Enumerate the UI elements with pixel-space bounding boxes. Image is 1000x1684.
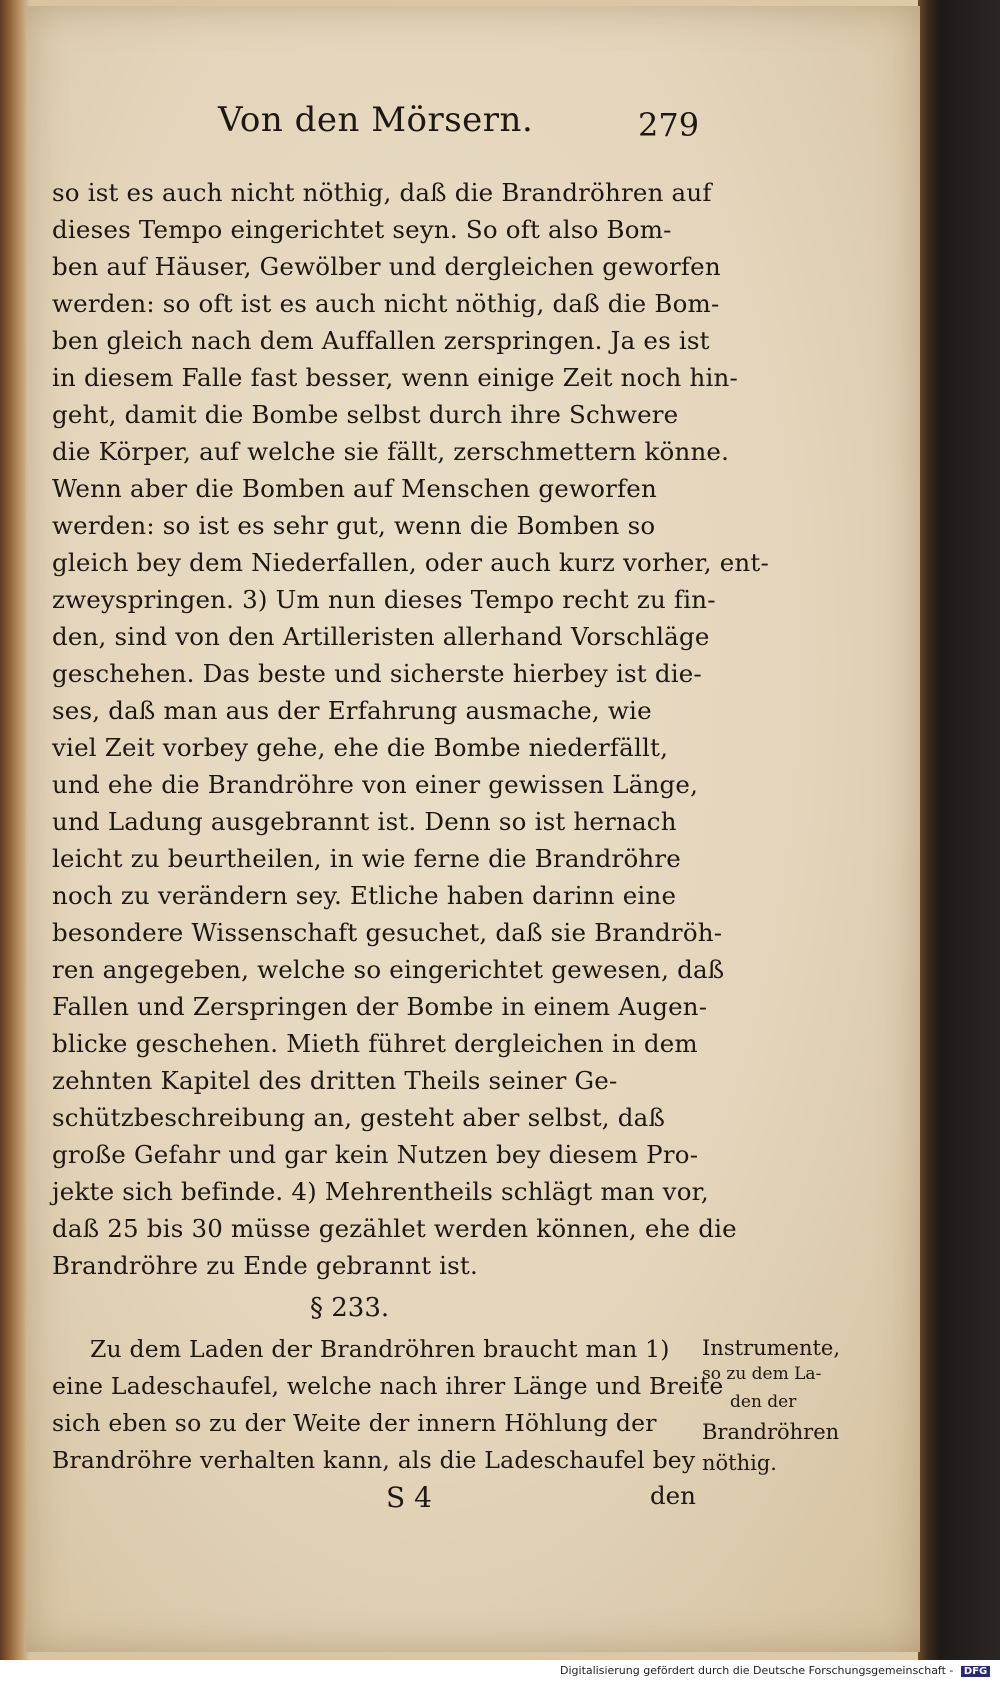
text-line: in diesem Falle fast besser, wenn einige Zeit noch hin- <box>52 363 738 392</box>
text-line: geschehen. Das beste und sicherste hierbey ist die- <box>52 659 702 688</box>
text-line: Brandröhre verhalten kann, als die Ladeschaufel bey <box>52 1446 696 1474</box>
text-line: werden: so ist es sehr gut, wenn die Bomben so <box>52 511 656 540</box>
text-line: ben gleich nach dem Auffallen zerspringen. Ja es ist <box>52 326 710 355</box>
text-line: besondere Wissenschaft gesuchet, daß sie Brandröh- <box>52 918 723 947</box>
credit-text: Digitalisierung gefördert durch die Deutsche Forschungsgemeinschaft - <box>560 1664 954 1677</box>
signature-mark: S 4 <box>386 1481 432 1514</box>
text-line: gleich bey dem Niederfallen, oder auch kurz vorher, ent- <box>52 548 769 577</box>
text-line: noch zu verändern sey. Etliche haben darinn eine <box>52 881 677 910</box>
text-line: ren angegeben, welche so eingerichtet gewesen, daß <box>52 955 725 984</box>
text-line: Brandröhre zu Ende gebrannt ist. <box>52 1251 478 1280</box>
text-line: Wenn aber die Bomben auf Menschen geworfen <box>52 474 657 503</box>
digitization-credit <box>560 1664 990 1680</box>
catchword: den <box>650 1481 696 1510</box>
text-line: leicht zu beurtheilen, in wie ferne die Brandröhre <box>52 844 681 873</box>
section-heading: § 233. <box>310 1293 390 1323</box>
text-line: den, sind von den Artilleristen allerhand Vorschläge <box>52 622 710 651</box>
marginal-line: Instrumente, <box>702 1336 841 1360</box>
running-title: Von den Mörsern. <box>218 100 534 140</box>
page-number: 279 <box>638 106 700 144</box>
text-line: ben auf Häuser, Gewölber und dergleichen geworfen <box>52 252 721 281</box>
text-line: viel Zeit vorbey gehe, ehe die Bombe niederfällt, <box>52 733 669 762</box>
text-line: schützbeschreibung an, gesteht aber selbst, daß <box>52 1103 666 1132</box>
text-line: Fallen und Zerspringen der Bombe in einem Augen- <box>52 992 708 1021</box>
text-line: große Gefahr und gar kein Nutzen bey diesem Pro- <box>52 1140 699 1169</box>
text-line: ses, daß man aus der Erfahrung ausmache, wie <box>52 696 652 725</box>
text-line: sich eben so zu der Weite der innern Höhlung der <box>52 1409 657 1437</box>
text-line: eine Ladeschaufel, welche nach ihrer Länge und Breite <box>52 1372 724 1400</box>
text-line: dieses Tempo eingerichtet seyn. So oft also Bom- <box>52 215 672 244</box>
text-line: jekte sich befinde. 4) Mehrentheils schlägt man vor, <box>52 1177 709 1206</box>
text-line: und Ladung ausgebrannt ist. Denn so ist hernach <box>52 807 677 836</box>
marginal-line: Brandröhren <box>702 1420 840 1444</box>
text-line: daß 25 bis 30 müsse gezählet werden können, ehe die <box>52 1214 737 1243</box>
text-line: geht, damit die Bombe selbst durch ihre Schwere <box>52 400 679 429</box>
text-line: Zu dem Laden der Brandröhren braucht man 1) <box>90 1335 670 1363</box>
text-line: werden: so oft ist es auch nicht nöthig, daß die Bom- <box>52 289 720 318</box>
scan-background <box>918 0 1000 1660</box>
text-line: zweyspringen. 3) Um nun dieses Tempo recht zu fin- <box>52 585 716 614</box>
marginal-line: nöthig. <box>702 1451 777 1475</box>
text-line: die Körper, auf welche sie fällt, zerschmettern könne. <box>52 437 730 466</box>
dfg-logo: DFG <box>961 1666 990 1677</box>
text-line: blicke geschehen. Mieth führet dergleichen in dem <box>52 1029 698 1058</box>
text-line: und ehe die Brandröhre von einer gewissen Länge, <box>52 770 699 799</box>
marginal-line: den der <box>730 1392 797 1412</box>
text-line: zehnten Kapitel des dritten Theils seiner Ge- <box>52 1066 618 1095</box>
text-line: so ist es auch nicht nöthig, daß die Brandröhren auf <box>52 178 712 207</box>
marginal-line: so zu dem La- <box>702 1364 822 1384</box>
